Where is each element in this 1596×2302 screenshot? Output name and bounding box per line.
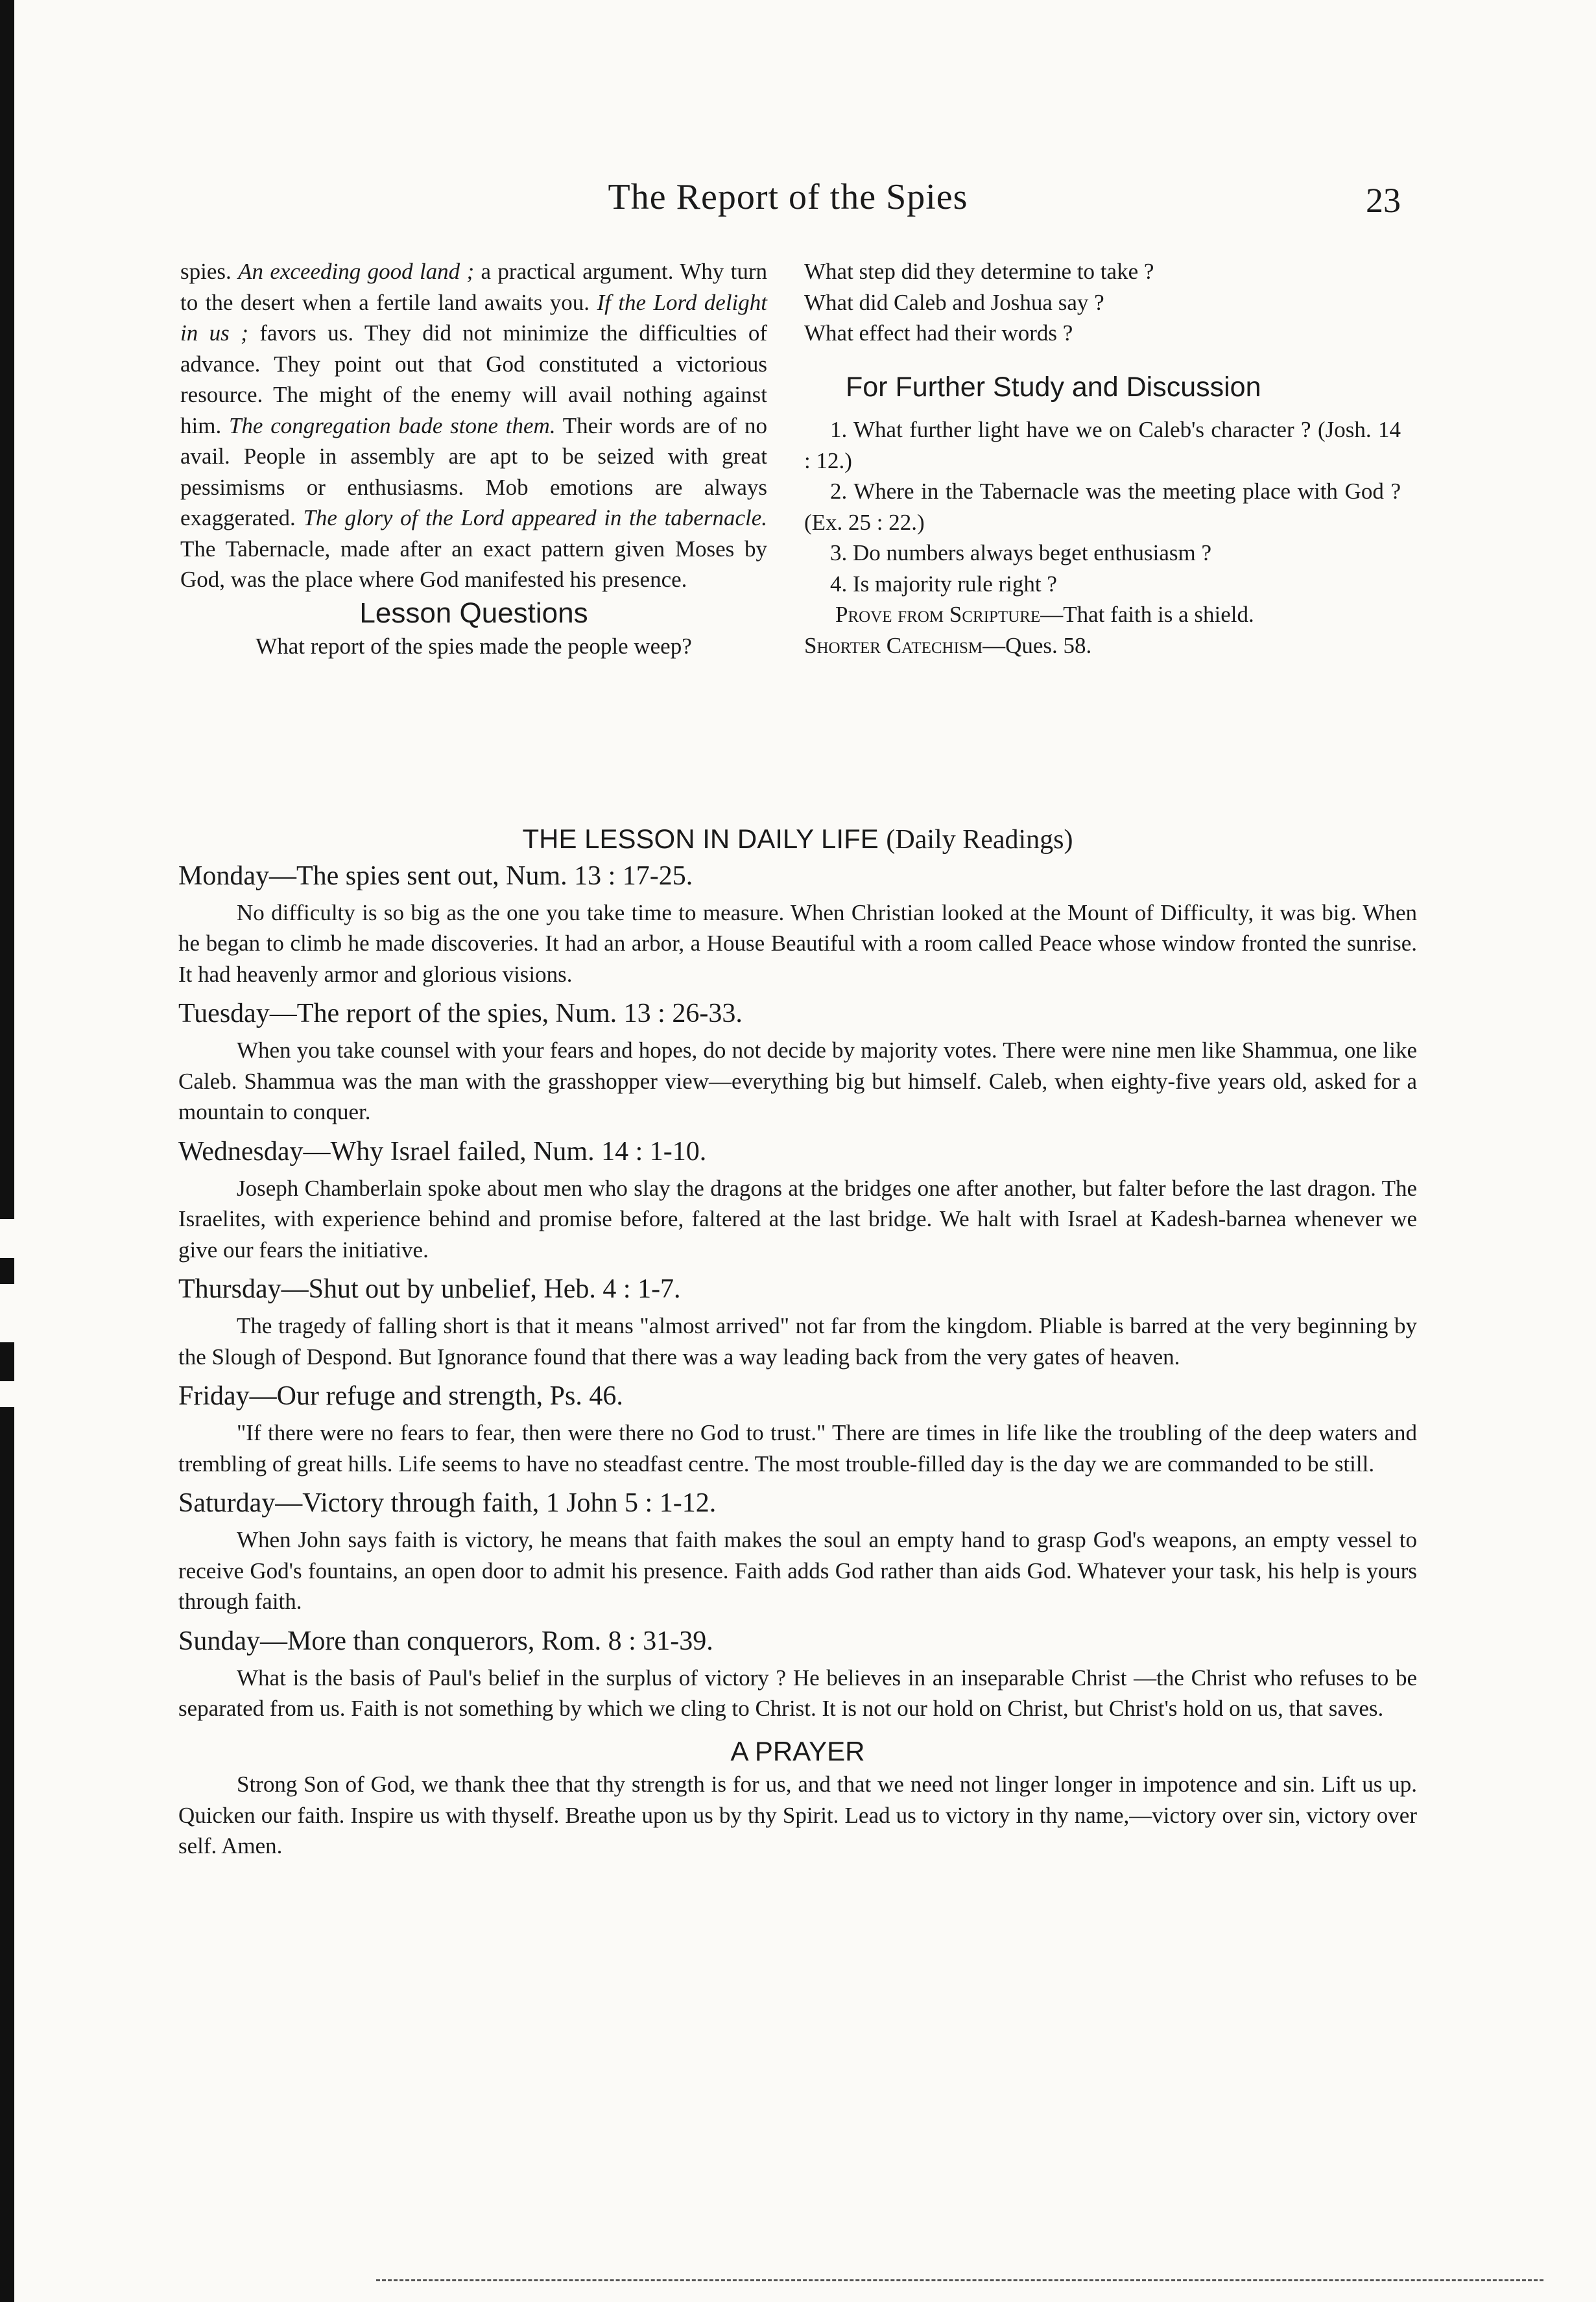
reading-text: When you take counsel with your fears and hopes, do not decide by majority votes. There were nine men like Shammua, one like Caleb. Shammua was the man with the grasshopper view—everything big but himself. Caleb, when eighty-five years old, asked for a mountain to conquer. bbox=[178, 1038, 1417, 1124]
reading-text: The tragedy of falling short is that it means "almost arrived" not far from the kingdom. Pliable is barred at the very beginning by the Slough of Despond. But Ignorance found that there was a way leading back from the very gates of heaven. bbox=[178, 1313, 1417, 1370]
scripture-quote: The glory of the Lord appeared in the tabernacle. bbox=[303, 505, 767, 530]
reading-sunday bbox=[178, 1624, 1417, 1724]
reading-text: No difficulty is so big as the one you take time to measure. When Christian looked at the Mount of Difficulty, it was big. When he began to climb he made discoveries. It had an arbor, a House Beautiful with a room called Peace whose window fronted the sunrise. It had heavenly armor and glorious visions. bbox=[178, 899, 1417, 987]
page-title: The Report of the Spies bbox=[608, 177, 968, 217]
daily-life-heading bbox=[178, 824, 1417, 856]
commentary-text: a practical argument. Why turn to the desert when a fertile land awaits you. bbox=[180, 259, 768, 315]
commentary-text: Their words are of no avail. People in assembly are apt to be seized with great pessimisms or enthusiasms. Mob emotions are always exaggerated. bbox=[180, 412, 767, 530]
reading-wednesday bbox=[178, 1134, 1417, 1266]
reading-day: Sunday—More than conquerors, Rom. 8 : 31-39. bbox=[178, 1626, 713, 1656]
shorter-catechism bbox=[804, 630, 1401, 661]
daily-life-section bbox=[178, 824, 1417, 1862]
commentary-text: favors us. They did not minimize the difficulties of advance. They point out that God constituted a victorious resource. The might of the enemy will avail nothing against him. bbox=[180, 320, 768, 438]
reading-text: What is the basis of Paul's belief in the surplus of victory ? He believes in an inseparable Christ —the Christ who refuses to be separated from us. Faith is not something by which we cling to Christ. It is not our hold on Christ, but Christ's hold on us, that saves. bbox=[178, 1665, 1417, 1721]
binding-gap bbox=[0, 1284, 14, 1342]
lesson-question: What step did they determine to take ? bbox=[804, 259, 1154, 284]
study-item: 1. What further light have we on Caleb's character ? (Josh. 14 : 12.) bbox=[804, 417, 1401, 473]
reading-day: Saturday—Victory through faith, 1 John 5 : 1-12. bbox=[178, 1488, 717, 1518]
binding-gap bbox=[0, 1381, 14, 1407]
commentary-text: The Tabernacle, made after an exact pattern given Moses by God, was the place where God manifested his presence. bbox=[180, 536, 767, 592]
lesson-question: What report of the spies made the people weep? bbox=[256, 634, 692, 659]
study-item: 2. Where in the Tabernacle was the meeting place with God ? (Ex. 25 : 22.) bbox=[804, 479, 1401, 535]
catechism-text: —Ques. 58. bbox=[983, 632, 1092, 658]
reading-day: Thursday—Shut out by unbelief, Heb. 4 : 1-7. bbox=[178, 1274, 681, 1304]
scripture-quote: If the Lord delight in us ; bbox=[180, 289, 768, 346]
running-head bbox=[175, 176, 1401, 228]
lesson-question: What did Caleb and Joshua say ? bbox=[804, 289, 1104, 315]
reading-day: Tuesday—The report of the spies, Num. 13 : 26-33. bbox=[178, 999, 743, 1028]
prayer-text: Strong Son of God, we thank thee that thy strength is for us, and that we need not linger longer in impotence and sin. Lift us up. Quicken our faith. Inspire us with thyself. Breathe upon us by thy Spirit. Lead us to victory in thy name,—victory over sin, victory over self. Amen. bbox=[178, 1772, 1417, 1858]
commentary-paragraph bbox=[180, 256, 767, 595]
scripture-quote: An exceeding good land ; bbox=[238, 259, 475, 284]
prove-text: —That faith is a shield. bbox=[1040, 602, 1254, 627]
scan-artifact-line bbox=[376, 2279, 1543, 2281]
reading-day: Wednesday—Why Israel failed, Num. 14 : 1-10. bbox=[178, 1136, 707, 1167]
reading-tuesday bbox=[178, 996, 1417, 1128]
lesson-question: What effect had their words ? bbox=[804, 320, 1073, 346]
reading-saturday bbox=[178, 1486, 1417, 1617]
binding-gap bbox=[0, 1219, 14, 1258]
catechism-label: Shorter Catechism bbox=[804, 632, 983, 658]
study-item: 4. Is majority rule right ? bbox=[830, 571, 1057, 597]
prove-from-scripture bbox=[804, 599, 1401, 630]
prayer-heading: A PRAYER bbox=[730, 1735, 865, 1766]
commentary-text: spies. bbox=[180, 259, 239, 284]
reading-thursday bbox=[178, 1272, 1417, 1372]
prove-label: Prove from Scripture bbox=[835, 602, 1041, 627]
page-number: 23 bbox=[1366, 181, 1401, 220]
lesson-questions-heading: Lesson Questions bbox=[359, 597, 588, 629]
reading-text: Joseph Chamberlain spoke about men who slay the dragons at the bridges one after another, but falter before the last dragon. The Israelites, with experience behind and promise before, faltered at the last bridge. We halt with Israel at Kadesh-barnea whenever we give our fears the initiative. bbox=[178, 1175, 1417, 1263]
reading-monday bbox=[178, 859, 1417, 990]
reading-day: Friday—Our refuge and strength, Ps. 46. bbox=[178, 1381, 623, 1411]
reading-friday bbox=[178, 1379, 1417, 1479]
left-column bbox=[180, 256, 767, 662]
reading-text: When John says faith is victory, he means that faith makes the soul an empty hand to grasp God's weapons, an empty vessel to receive God's fountains, an open door to admit his presence. Faith adds God rather than aids God. Whatever your task, his help is yours through faith. bbox=[178, 1527, 1417, 1614]
daily-life-subtitle: (Daily Readings) bbox=[886, 825, 1073, 855]
right-column bbox=[804, 256, 1401, 661]
study-item: 3. Do numbers always beget enthusiasm ? bbox=[830, 540, 1212, 565]
further-study-heading: For Further Study and Discussion bbox=[846, 371, 1261, 403]
reading-text: "If there were no fears to fear, then were there no God to trust." There are times in life like the troubling of the deep waters and trembling of great hills. Life seems to have no steadfast centre. The most trouble-filled day is the day we are commanded to be still. bbox=[178, 1420, 1417, 1477]
reading-day: Monday—The spies sent out, Num. 13 : 17-25. bbox=[178, 860, 693, 891]
scripture-quote: The congregation bade stone them. bbox=[228, 412, 556, 438]
daily-life-title: THE LESSON IN DAILY LIFE bbox=[522, 824, 879, 854]
book-binding-edge bbox=[0, 0, 14, 2302]
